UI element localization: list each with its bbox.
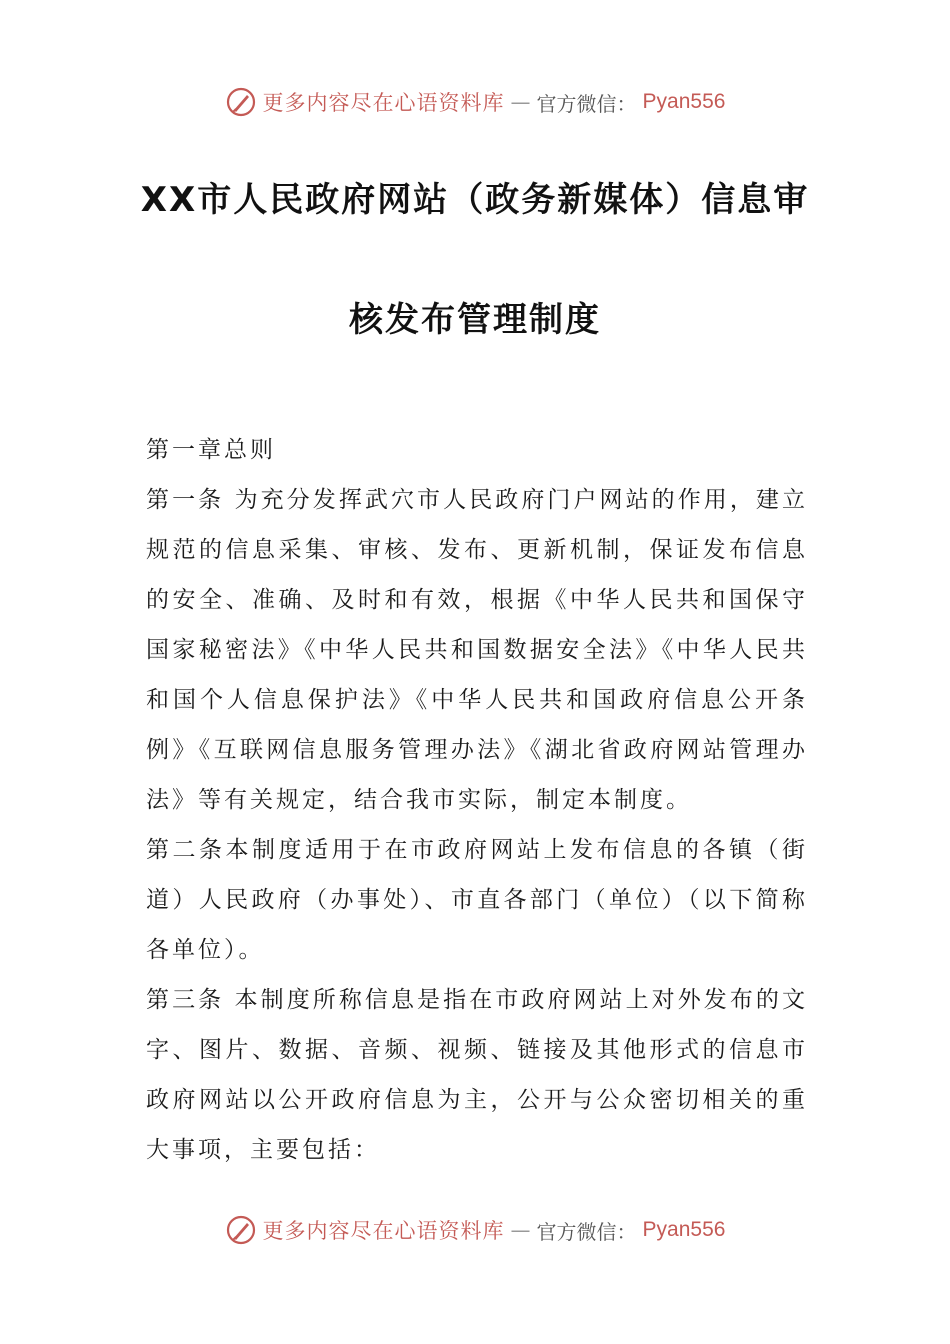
document-body <box>146 425 808 1175</box>
quill-logo-icon <box>225 1214 257 1246</box>
chapter-heading: 第一章总则 <box>146 437 276 463</box>
document-title-line-1: XX市人民政府网站（政务新媒体）信息审 <box>140 180 810 220</box>
watermark-header <box>0 82 950 122</box>
watermark-dash: — <box>510 1218 531 1242</box>
article-2-paragraph: 第二条本制度适用于在市政府网站上发布信息的各镇（街道）人民政府（办事处）、市直各部门（单位）（以下简称各单位）。 <box>146 837 808 963</box>
watermark-wechat-id: Pyan556 <box>642 90 726 113</box>
watermark-footer <box>0 1210 950 1250</box>
watermark-wechat-label: 官方微信： <box>536 1219 637 1244</box>
article-1-paragraph: 第一条 为充分发挥武穴市人民政府门户网站的作用，建立规范的信息采集、审核、发布、更新机制，保证发布信息的安全、准确、及时和有效，根据《中华人民共和国保守国家秘密法》《中华人民共和国数据安全法》《中华人民共和国个人信息保护法》《中华人民共和国政府信息公开条例》《互联网信息服务管理办法》《湖北省政府网站管理办法》等有关规定，结合我市实际，制定本制度。 <box>146 487 808 813</box>
document-title-line-2: 核发布管理制度 <box>349 300 601 340</box>
watermark-wechat-label: 官方微信： <box>536 91 637 116</box>
watermark-wechat-id: Pyan556 <box>642 1218 726 1241</box>
watermark-brand: 更多内容尽在心语资料库 <box>262 1219 505 1243</box>
watermark-brand: 更多内容尽在心语资料库 <box>262 91 505 115</box>
quill-logo-icon <box>225 86 257 118</box>
article-3-paragraph: 第三条 本制度所称信息是指在市政府网站上对外发布的文字、图片、数据、音频、视频、链接及其他形式的信息市政府网站以公开政府信息为主，公开与公众密切相关的重大事项，主要包括： <box>146 987 808 1163</box>
watermark-dash: — <box>510 90 531 114</box>
